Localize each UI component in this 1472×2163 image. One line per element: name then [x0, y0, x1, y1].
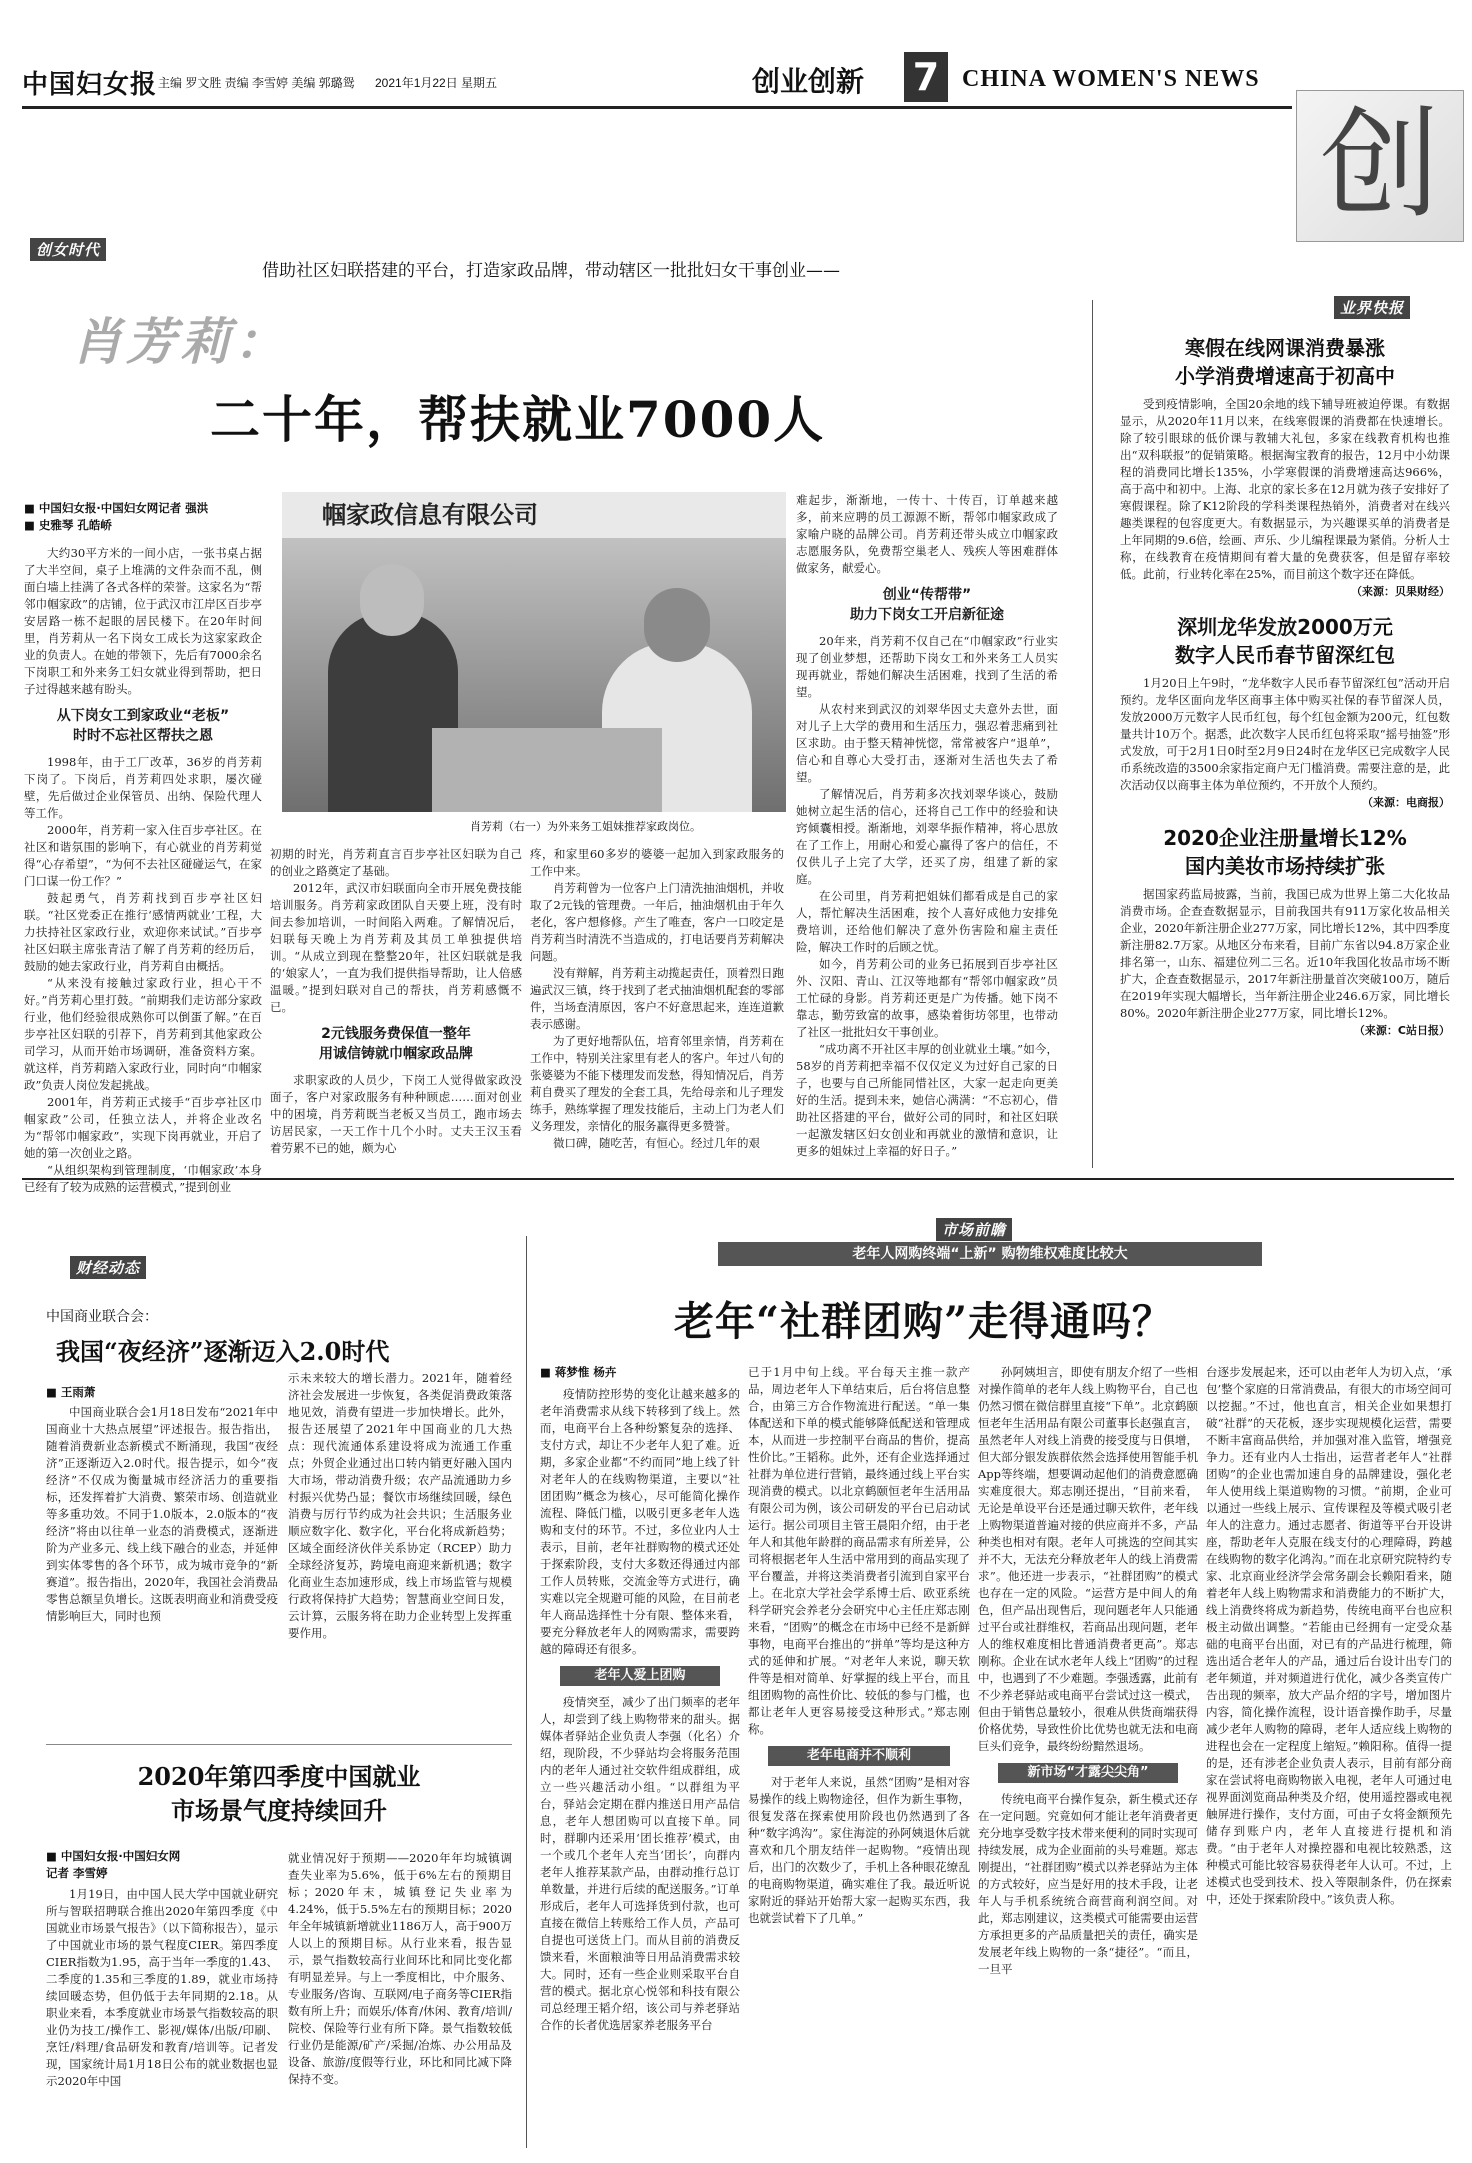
- photo-desk: [432, 728, 662, 812]
- lead-column-2: [270, 846, 522, 1164]
- paragraph: 大约30平方米的一间小店，一张书桌占据了大半空间，桌子上堆满的文件杂而不乱，侧面白墙上挂满了各式各样的荣誉。这家名为“帮邻巾帼家政”的店铺，位于武汉市江岸区百步亭安居路一栋不起眼的居民楼下。在20年时间里，肖芳莉从一名下岗女工成长为这家家政企业的负责人。在她的带领下，先后有7000余名下岗职工和外来务工妇女就业得到帮助，把日子过得越来越有盼头。: [24, 546, 262, 696]
- big-character-glyph: 创: [1320, 96, 1440, 235]
- finance-a1-kicker: 中国商业联合会：: [46, 1309, 158, 1325]
- lead-byline: [24, 500, 260, 534]
- credits: 主编 罗文胜 责编 李雪婷 美编 郭璐鸳: [158, 76, 355, 90]
- paragraph: 求职家政的人员少，下岗工人觉得做家政没面子，客户对家政服务有种种顾虑……面对创业中的困境，肖芳莉既当老板又当员工，跑市场去访居民家，一天工作十几个小时。丈夫王汉玉看着劳累不已的她，颇为心: [270, 1073, 522, 1155]
- column-tag-shichang: 市场前瞻: [936, 1218, 1012, 1241]
- market-kicker-band: 老年人网购终端“上新” 购物维权难度比较大: [718, 1242, 1262, 1266]
- paragraph: 了解情况后，肖芳莉多次找刘翠华谈心，鼓励她树立起生活的信心，还将自己工作中的经验和诀窍倾囊相授。渐渐地，刘翠华振作精神，将心思放在了工作上，用耐心和爱心赢得了客户的信任，不仅供儿子上完了大学，还买了房，组建了新的家庭。: [796, 787, 1058, 886]
- subhead: 2元钱服务费保值一整年 用诚信铸就巾帼家政品牌: [319, 1026, 473, 1062]
- market-subhead: 新市场“才露尖尖角”: [998, 1763, 1178, 1783]
- brief-text: [1120, 396, 1450, 583]
- paragraph: 台逐步发展起来，还可以由老年人为切入点，‘承包’整个家庭的日常消费品，有很大的市场空间可以挖掘。”不过，他也直言，相关企业如果想打破“社群”的天花板，逐步实现规模化运营，需要不断丰富商品供给，并加强对准入监管，增强竞争力。还有业内人士指出，运营者老年人“社群团购”的企业也需加速自身的品牌建设，强化老年人使用线上渠道购物的习惯。“前期，企业可以通过一些线上展示、宣传课程及等模式吸引老年人的注意力。通过志愿者、街道等平台开设讲座，帮助老年人克服在线支付的心理障碍，跨越在线购物的数字化鸿沟。”而在北京研究院特约专家、北京商业经济学会常务副会长赖阳看来，随着老年人线上购物需求和消费能力的不断扩大，线上消费终将成为新趋势，传统电商平台也应积极主动做出调整。“若能由已经拥有一定受众基础的电商平台出面，对已有的产品进行梳理，筛选出适合老年人的产品，通过后台设计出专门的老年频道，并对频道进行优化，减少各类宣传广告出现的频率，放大产品介绍的字号，增加图片内容，简化操作流程，设计语音操作助手，尽量减少老年人购物的障碍，老年人适应线上购物的进程也会在一定程度上缩短。”赖阳称。值得一提的是，还有涉老企业负责人表示，目前有部分商家在尝试将电商购物嵌入电视，老年人可通过电视界面浏览商品种类及介绍，使用遥控器或电视触屏进行操作，支付方面，可由子女将金额预先储存到账户内，老年人直接进行提机和消费。“由于老年人对操控器和电视比较熟悉，这种模式可能比较容易获得老年人认可。不过，上述模式也受到技术、投入等限制条件，仍在探索中，还处于探索阶段中。”该负责人称。: [1206, 1365, 1452, 1906]
- issue-date: 2021年1月22日 星期五: [375, 76, 498, 90]
- paragraph: 初期的时光，肖芳莉直言百步亭社区妇联为自己的创业之路奠定了基础。: [270, 847, 522, 878]
- paragraph: 据国家药监局披露，当前，我国已成为世界上第二大化妆品消费市场。企查查数据显示，目前我国共有911万家化妆品相关企业，2020年新注册企业277万家，同比增长12%，其中四季度新注册82.7万家。从地区分布来看，目前广东省以94.8万家企业排名第一，山东、福建位列二三名。近10年我国化妆品市场不断扩大，企查查数据显示，2017年新注册量首次突破100万，随后在2019年实现大幅增长，当年新注册企业246.6万家，同比增长80%。2020年新注册企业277万家，同比增长12%。: [1120, 887, 1450, 1020]
- big-character: [1296, 90, 1464, 242]
- market-col-1: [540, 1386, 740, 2148]
- column-tag-caijing: 财经动态: [70, 1256, 146, 1279]
- brief-text: [1120, 886, 1450, 1022]
- lead-column-3: [530, 846, 784, 1164]
- lead-column-1: [24, 545, 262, 1194]
- paragraph: 孙阿姨坦言，即使有朋友介绍了一些相对操作简单的老年人线上购物平台，自己也仍然习惯在微信群里直接“下单”。北京鹤颐恒老年生活用品有限公司董事长赵强直言，虽然老年人对线上消费的接受度与日俱增，但大部分银发族群依然会选择使用智能手机App等终端，想要调动起他们的消费意愿确实难度很大。郑志刚还提出，“目前来看，无论是单设平台还是通过聊天软件，老年线上购物渠道普遍对接的供应商并不多，产品种类也相对有限。老年人可挑选的空间其实并不大，无法充分释放老年人的线上消费需求”。他还进一步表示，“社群团购”的模式也存在一定的风险。“运营方是中间人的角色，但产品出现售后，现问题老年人只能通过平台或社群维权，若商品出现问题，老年人的维权难度相比普通消费者更高”。郑志刚称。企业在试水老年人线上“团购”的过程中，也遇到了不少难题。李强透露，此前有不少养老驿站或电商平台尝试过这一模式，但由于销售总量较小，很难从供货商端获得价格优势，导致性价比优势也就无法和电商巨头们竞争，最终纷纷黯然退场。: [978, 1365, 1198, 1753]
- paragraph: 肖芳莉曾为一位客户上门清洗抽油烟机，并收取了2元钱的管理费。一年后，抽油烟机由于年久老化，客户想修修。产生了唯查，客户一口咬定是肖芳莉当时清洗不当造成的，打电话要肖芳莉解决问题。: [530, 881, 784, 963]
- photo-person-left-head: [360, 564, 424, 636]
- lead-name: 肖芳莉：: [72, 312, 288, 371]
- bottom-section-rule: [22, 1178, 1454, 1180]
- lead-photo: [282, 492, 786, 812]
- photo-shop-sign: 帼家政信息有限公司: [282, 492, 786, 538]
- photo-person-right-head: [644, 588, 710, 662]
- paragraph: 鼓起勇气，肖芳莉找到百步亭社区妇联。“社区党委正在推行‘感情两就业’工程，大力扶持社区家政行业，欢迎你来试试。”百步亭社区妇联主席张青洁了解了肖芳莉的经历后，鼓励的她去家政行业，肖芳莉自由概括。: [24, 891, 262, 973]
- section-name: 创业创新: [752, 65, 865, 98]
- subhead: 创业“传帮带” 助力下岗女工开启新征途: [850, 587, 1004, 623]
- paragraph: 1998年，由于工厂改革，36岁的肖芳莉下岗了。下岗后，肖芳莉四处求职，屡次碰壁，先后做过企业保管员、出纳、保险代理人等工作。: [24, 755, 262, 820]
- market-col-2: [748, 1364, 970, 2148]
- paragraph: 20年来，肖芳莉不仅自己在“巾帼家政”行业实现了创业梦想，还帮助下岗女工和外来务工人员实现再就业，帮她们解决生活困难，找到了生活的希望。: [796, 634, 1058, 699]
- market-title: 老年“社群团购”走得通吗？: [674, 1298, 1174, 1345]
- paragraph: 示未来较大的增长潜力。2021年，随着经济社会发展进一步恢复，各类促消费政策落地见效，消费有望进一步加快增长。此外，报告还展望了2021年中国商业的几大热点：现代流通体系建设将成为流通工作重点；外贸企业通过出口转内销更好融入国内大市场，带动消费升级；农产品流通助力乡村振兴优势凸显；餐饮市场继续回暖，绿色消费与厉行节约成为社会共识；生活服务业顺应数字化、数字化，平台化将成新趋势；区域全面经济伙伴关系协定（RCEP）助力全球经济复苏，跨境电商迎来新机遇；数字化商业生态加速形成，线上市场监管与规模行政将保持扩大趋势；智慧商业空间日发，云计算，云服务将在助力企业转型上发挥重要作用。: [288, 1371, 512, 1640]
- finance-a1-col-2: [288, 1370, 512, 1734]
- paragraph: 1月20日上午9时，“龙华数字人民币春节留深红包”活动开启预约。龙华区面向龙华区商事主体中购买社保的春节留深人员，发放2000万元数字人民币红包，每个红包金额为200元，红包数量共计10万个。据悉，此次数字人民币红包将采取“摇号抽签”形式发放，可于2月1日0时至2月9日24时在龙华区已完成数字人民币系统改造的3500余家指定商户无门槛消费。需要注意的是，此次活动仅以商事主体为单位预约，不开放个人预约。: [1120, 676, 1450, 792]
- market-col-3: [978, 1364, 1198, 2148]
- market-col-4: [1206, 1364, 1452, 2148]
- masthead-logo: 中国妇女报: [22, 70, 158, 100]
- paragraph: 2001年，肖芳莉正式接手“百步亭社区巾帼家政”公司，任独立法人，并将企业改名为“帮邻巾帼家政”，实现下岗再就业，开启了她的第一次创业之路。: [24, 1095, 262, 1160]
- byline-line: ■ 中国妇女报·中国妇女网记者 强洪: [24, 501, 209, 515]
- paragraph: 1月19日，由中国人民大学中国就业研究所与智联招聘联合推出2020年第四季度《中国就业市场景气报告》（以下简称报告），显示了中国就业市场的景气程度CIER。第四季度CIER指数为1.95，高于当年一季度的1.43、二季度的1.35和三季度的1.89，就业市场持续回暖态势，但仍低于去年同期的2.18。从职业来看，本季度就业市场景气指数较高的职业仍为技工/操作工、影视/媒体/出版/印刷、烹饪/料理/食品研发和教育/培训等。记者发现，国家统计局1月18日公布的就业数据也显示2020年中国: [46, 1887, 278, 2088]
- paper-name-en: CHINA WOMEN'S NEWS: [962, 66, 1260, 92]
- paragraph: 2012年，武汉市妇联面向全市开展免费技能培训服务。肖芳莉家政团队自天要上班，没有时间去参加培训，一时间陷入两难。了解情况后，妇联每天晚上为肖芳莉及其员工单独提供培训。“从成立到现在整整20年，社区妇联就是我的‘娘家人’，一直为我们提供指导帮助，让人倍感温暖。”提到妇联对自己的帮扶，肖芳莉感慨不已。: [270, 881, 522, 1014]
- lead-column-4: [796, 492, 1058, 1164]
- paragraph: 疼，和家里60多岁的婆婆一起加入到家政服务的工作中来。: [530, 847, 784, 878]
- paragraph: 如今，肖芳莉公司的业务已拓展到百步亭社区外、汉阳、青山、江汉等地都有“帮邻巾帼家政”员工忙碌的身影。肖芳莉还更是广为传播。她下岗不靠志，勤劳致富的故事，感染着街坊邻里，也带动了社区一批批妇女干事创业。: [796, 957, 1058, 1039]
- paragraph: 受到疫情影响，全国20余地的线下辅导班被迫停课。有数据显示，从2020年11月以来，在线寒假课的消费都在快速增长。除了较引眼球的低价课与教辅大礼包，多家在线教育机构也推出“双科联报”的促销策略。根据淘宝教育的报告，12月中小幼课程的消费同比增长135%，小学寒假课的消费增速高达966%，高于高中和初中。上海、北京的家长多在12月就为孩子安排好了寒假课程。除了K12阶段的学科类课程热销外，消费者对在线兴趣类课程的包容度更大。有数据显示，为兴趣课买单的消费者是上年同期的9.6倍，绘画、声乐、少儿编程课最为紧俏。分析人士称，在线教育在疫情期间有着大量的免费获客，但是留存率较低。此前，行业转化率在25%，而目前这个数字还在降低。: [1120, 397, 1450, 581]
- brief-source: （来源：电商报）: [1362, 796, 1450, 809]
- finance-a1-byline: ■ 王雨萧: [46, 1385, 96, 1399]
- photo-caption: 肖芳莉（右一）为外来务工姐妹推荐家政岗位。: [470, 821, 701, 833]
- column-tag-yejie: 业界快报: [1334, 296, 1410, 319]
- brief-source: （来源：C站日报）: [1353, 1024, 1450, 1037]
- paragraph: 2000年，肖芳莉一家入住百步亭社区。在社区和谐氛围的影响下，有心就业的肖芳莉觉得“心存希望”，“为何不去社区碰碰运气，在家门口谋一份工作？”: [24, 823, 262, 888]
- market-subhead: 老年电商并不顺利: [768, 1746, 950, 1766]
- brief-title: 深圳龙华发放2000万元 数字人民币春节留深红包: [1175, 615, 1395, 667]
- paragraph: 中国商业联合会1月18日发布“2021年中国商业十大热点展望”评述报告。报告指出，随着消费新业态新模式不断涌现，我国“夜经济”正逐渐迈入2.0时代。报告提示，如今“夜经济”不仅成为衡量城市经济活力的重要指标，还发挥着扩大消费、繁荣市场、创造就业等多重功效。不同于1.0版本，2.0版本的“夜经济”将由以往单一业态的消费模式，逐渐进阶为产业多元、线上线下融合的业态，并延伸到实体零售的各个环节，成为城市竞争的“新赛道”。报告指出，2020年，我国社会消费品零售总额呈负增长。这既表明商业和消费受疫情影响巨大，同时也预: [46, 1405, 278, 1623]
- paragraph: 疫情防控形势的变化让越来越多的老年消费需求从线下转移到了线上。然而，电商平台上各种纷繁复杂的选择、支付方式，却让不少老年人犯了难。近期，多家企业都“不约而同”地上线了针对老年人的在线购物渠道，主要以“社团团购”概念为核心，尽可能简化操作流程、降低门槛，以吸引更多老年人选购和支付的环节。不过，多位业内人士表示，目前，老年社群购物的模式还处于探索阶段，支付大多数还得通过内部工作人员转账，交流金等方式进行，确实难以完全规避可能的风险，在目前老年人商品选择性十分有限、整体来看，要充分释放老年人的网购需求，需要跨越的障碍还有很多。: [540, 1387, 740, 1656]
- brief-source: （来源：贝果财经）: [1351, 585, 1450, 598]
- header-rule: [22, 106, 1292, 109]
- paragraph: “从组织架构到管理制度，‘巾帼家政’本身已经有了较为成熟的运营模式，”提到创业: [24, 1163, 262, 1194]
- paragraph: 就业情况好于预期——2020年年均城镇调查失业率为5.6%，低于6%左右的预期目标；2020年末，城镇登记失业率为4.24%，低于5.5%左右的预期目标；2020年全年城镇新增就业1186万人，高于900万人以上的预期目标。从行业来看，报告显示，景气指数较高行业间环比和同比变化都有明显差异。与上一季度相比，中介服务、专业服务/咨询、互联网/电子商务等CIER指数有所上升；而娱乐/体育/休闲、教育/培训/院校、保险等行业有所下降。景气指数较低行业仍是能源/矿产/采掘/冶炼、办公用品及设备、旅游/度假等行业，环比和同比减下降保持不变。: [288, 1851, 512, 2086]
- paragraph: 从农村来到武汉的刘翠华因丈夫意外去世，面对儿子上大学的费用和生活压力，强忍着悲痛到社区求助。由于整天精神恍惚，常常被客户“退单”，信心和自尊心大受打击，逐渐对生活也失去了希望。: [796, 702, 1058, 784]
- brief-text: [1120, 675, 1450, 794]
- finance-a2-title: 2020年第四季度中国就业 市场景气度持续回升: [137, 1762, 421, 1825]
- byline-line: 记者 李雪婷: [46, 1866, 108, 1880]
- subhead: 从下岗女工到家政业“老板” 时时不忘社区帮扶之恩: [56, 708, 230, 744]
- paragraph: 难起步，渐渐地，一传十、十传百，订单越来越多，前来应聘的员工源源不断，帮邻巾帼家政成了家喻户晓的品牌公司。肖芳莉还带头成立巾帼家政志愿服务队，免费帮空巢老人、残疾人等困难群体做家务，献爱心。: [796, 493, 1058, 575]
- finance-divider: [46, 1744, 512, 1745]
- paragraph: “成功离不开社区丰厚的创业就业土壤。”如今，58岁的肖芳莉把幸福不仅仅定义为过好自己家的日子，也要与自己所能同惜社区，大家一起走向更美好的生活。提到未来，她信心满满：“不忘初心，借助社区搭建的平台，做好公司的同时，和社区妇联一起激发辖区妇女创业和再就业的激情和意识，让更多的姐妹过上幸福的好日子。”: [796, 1042, 1058, 1158]
- finance-a2-col-1: [46, 1886, 278, 2148]
- lead-kicker: 借助社区妇联搭建的平台，打造家政品牌，带动辖区一批批妇女干事创业——: [262, 261, 840, 281]
- brief-title: 2020企业注册量增长12% 国内美妆市场持续扩张: [1163, 826, 1407, 878]
- sidebar-divider: [1092, 300, 1093, 1168]
- byline-line: ■ 中国妇女报·中国妇女网: [46, 1849, 181, 1863]
- finance-a1-title: 我国“夜经济”逐渐迈入2.0时代: [56, 1337, 390, 1366]
- paragraph: 在公司里，肖芳莉把姐妹们都看成是自己的家人，帮忙解决生活困难，按个人喜好成他力安排免费培训，还给他们解决了意外伤害险和雇主责任险，解决工作时的后顾之忧。: [796, 889, 1058, 954]
- paragraph: 已于1月中旬上线。平台每天主推一款产品，周边老年人下单结束后，后台将信息整合，由第三方合作物流进行配送。“单一集体配送和下单的模式能够降低配送和管理成本，从而进一步控制平台商品的售价，提高性价比。”王韬称。此外，还有企业选择通过社群为单位进行营销，最终通过线上平台实现消费的模式。以北京鹤颐恒老年生活用品有限公司为例，该公司研发的平台已启动试运行。据公司项目主管王晨阳介绍，由于老年人和其他年龄群的商品需求有所差异，公司将根据老年人生活中常用到的商品实现了平台覆盖，并将这类消费者引流到自家平台上。在北京大学社会学系博士后、欧亚系统科学研究会养老分会研究中心主任庄郑志刚来看，“团购”的概念在市场中已经不是新鲜事物，电商平台推出的“拼单”等均是这种方式的延伸和扩展。“对老年人来说，聊天软件等是相对简单、好掌握的线上平台，而且组团购物的高性价比、较低的参与门槛，也都让老年人更容易接受这种形式。”郑志刚称。: [748, 1365, 970, 1736]
- brief-title: 寒假在线网课消费暴涨 小学消费增速高于初高中: [1175, 336, 1395, 388]
- paragraph: 对于老年人来说，虽然“团购”是相对容易操作的线上购物途径，但作为新生事物，很复发落在探索使用阶段也仍然遇到了各种“数字鸿沟”。家住海淀的孙阿姨退休后就喜欢和几个朋友结伴一起购物。“疫情出现后，出门的次数少了，手机上各种眼花缭乱的电商购物渠道，确实难住了我。最近听说家附近的驿站开始帮大家一起购买东西，我也就尝试着下了几单。”: [748, 1775, 970, 1925]
- finance-a1-col-1: [46, 1404, 278, 1734]
- byline-line: ■ 史雅琴 孔皓峤: [24, 518, 112, 532]
- paragraph: 没有辩解，肖芳莉主动揽起责任，顶着烈日跑遍武汉三镇，终于找到了老式抽油烟机配套的零部件，当场查清原因，客户不好意思起来，连连道歉表示感谢。: [530, 966, 784, 1031]
- page-number: 7: [904, 52, 948, 102]
- lead-headline: 二十年，帮扶就业7000人: [210, 390, 826, 449]
- market-subhead: 老年人爱上团购: [560, 1666, 720, 1686]
- paragraph: 为了更好地帮队伍，培育邻里亲情，肖芳莉在工作中，特别关注家里有老人的客户。年过八旬的张婆婆为不能下楼理发而发愁，得知情况后，肖芳莉自费买了理发的全套工具，先给母亲和儿子理发练手，熟练掌握了理发技能后，主动上门为老人们义务理发，亲情化的服务赢得更多赞誉。: [530, 1034, 784, 1133]
- paragraph: 微口碑，随吃苦，有恒心。经过几年的艰: [553, 1136, 760, 1150]
- paragraph: 传统电商平台操作复杂，新生模式还存在一定问题。究竟如何才能让老年消费者更充分地享受数字技术带来便利的同时实现可持续发展，成为企业面前的头号难题。郑志刚提出，“社群团购”模式以养老驿站为主体的方式较好，应当是好用的技术手段，让老年人与手机系统统合商营商利润空间。对此，郑志刚建议，这类模式可能需要由运营方承担更多的产品质量把关的责任，确实是发展老年线上购物的一条“捷径”。“而且，一旦平: [978, 1792, 1198, 1976]
- finance-market-divider: [526, 1236, 527, 2148]
- market-byline: ■ 蒋梦惟 杨卉: [540, 1365, 617, 1379]
- finance-a2-byline: [46, 1848, 278, 1882]
- column-tag-chuangnv: 创女时代: [30, 238, 106, 261]
- finance-a2-col-2: [288, 1850, 512, 2148]
- paragraph: 疫情突至，减少了出门频率的老年人，却尝到了线上购物带来的甜头。据媒体者驿站企业负责人李强（化名）介绍，现阶段，不少驿站均会将服务范围内的老年人通过社交软件组成群组，成立一些兴趣活动小组。“以群组为平台，驿站会定期在群内推送日用产品信息，老年人想团购可以直接下单。同时，群聊内还采用‘团长推荐’模式，由一个或几个老年人充当‘团长’，向群内老年人推荐某款产品，由群动推行总订单数量，并进行后续的配送服务。”订单形成后，老年人可选择货到付款，也可直接在微信上转账给工作人员，产品可自提也可送货上门。而从目前的消费反馈来看，米面粮油等日用品消费需求较大。同时，还有一些企业则采取平台自营的模式。据北京心悦邻和科技有限公司总经理王韬介绍，该公司与养老驿站合作的长者优选居家养老服务平台: [540, 1695, 740, 2032]
- paragraph: “从来没有接触过家政行业，担心干不好。”肖芳莉心里打鼓。“前期我们走访部分家政行业，他们经验很成熟你可以倒蛋了解。”在百步亭社区妇联的引荐下，肖芳莉到其他家政公司学习，从而开始市场调研，准备资料方案。就这样，肖芳莉踏入家政行业，同时向“巾帼家政”负责人岗位发起挑战。: [24, 976, 262, 1092]
- sidebar: [1120, 334, 1450, 1168]
